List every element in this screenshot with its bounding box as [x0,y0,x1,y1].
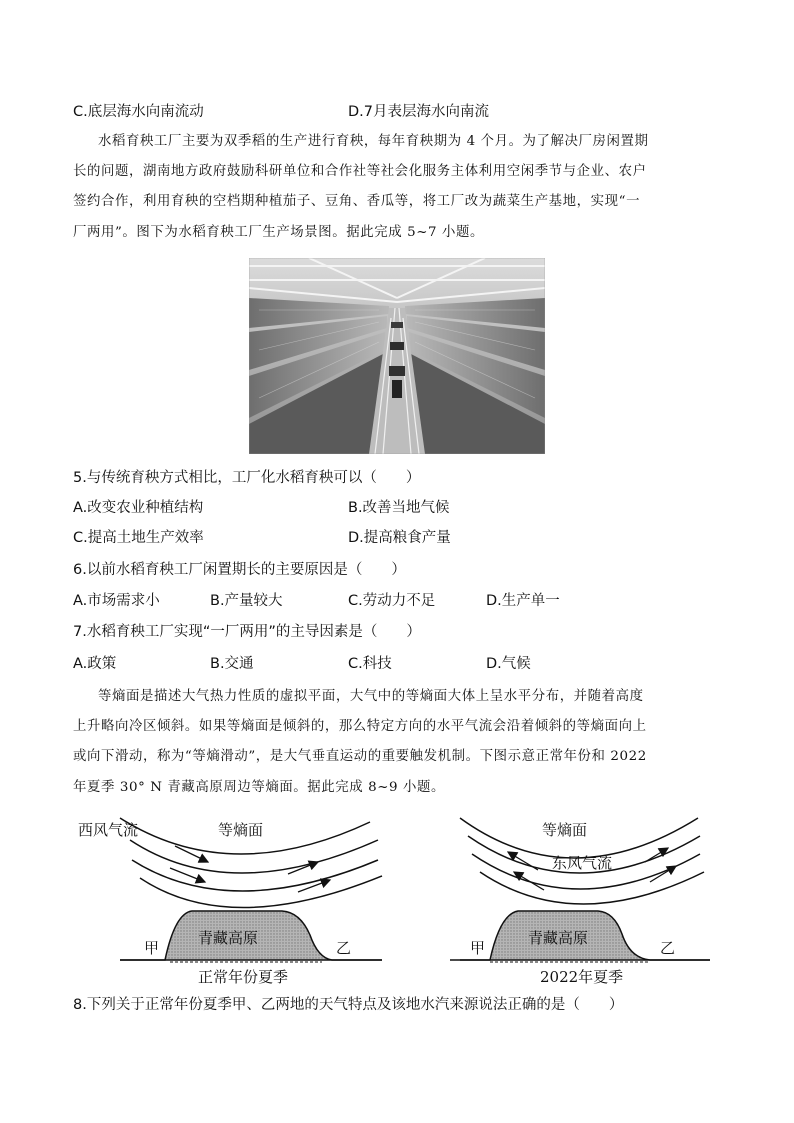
q5-option-c: C.提高土地生产效率 [73,530,204,546]
normal-year-caption: 正常年份夏季 [198,968,289,986]
point-yi-label: 乙 [336,939,352,957]
passage1-line: 长的问题，湖南地方政府鼓励科研单位和合作社等社会化服务主体利用空闲季节与企业、农户 [73,164,647,179]
q6-stem: 6.以前水稻育秧工厂闲置期长的主要原因是（ ） [73,562,406,578]
west-wind-label: 西风气流 [78,821,139,839]
passage1-line: 厂两用”。图下为水稻育秧工厂生产场景图。据此完成 5~7 小题。 [73,225,484,240]
q5-stem: 5.与传统育秧方式相比，工厂化水稻育秧可以（ ） [73,470,421,486]
q5-option-a: A.改变农业种植结构 [73,500,204,516]
passage2-line: 或向下滑动，称为“等熵滑动”，是大气垂直运动的重要触发机制。下图示意正常年份和 2022 [73,749,647,764]
point-yi-label: 乙 [660,939,676,957]
q8-stem: 8.下列关于正常年份夏季甲、乙两地的天气特点及该地水汽来源说法正确的是（ ） [73,997,624,1013]
point-jia-label: 甲 [144,939,160,957]
passage1-line: 水稻育秧工厂主要为双季稻的生产进行育秧，每年育秧期为 4 个月。为了解决厂房闲置期 [98,134,649,149]
isentropic-surface-label: 等熵面 [542,821,588,839]
passage2-line: 上升略向冷区倾斜。如果等熵面是倾斜的，那么特定方向的水平气流会沿着倾斜的等熵面向上 [73,719,647,734]
q7-option-d: D.气候 [486,656,531,672]
isentropic-surface-label: 等熵面 [218,821,264,839]
q4-option-d: D.7月表层海水向南流 [348,104,489,120]
passage1-line: 签约合作，利用育秧的空档期种植茄子、豆角、香瓜等，将工厂改为蔬菜生产基地，实现“一 [73,194,641,209]
q5-option-d: D.提高粮食产量 [348,530,451,546]
year-2022-panel [450,818,710,986]
q7-option-b: B.交通 [210,656,254,672]
rice-factory-photo [249,258,545,454]
year-2022-caption: 2022年夏季 [540,968,624,986]
east-wind-label: 东风气流 [552,854,613,872]
point-jia-label: 甲 [470,939,486,957]
q6-option-d: D.生产单一 [486,593,560,609]
q5-option-b: B.改善当地气候 [348,500,450,516]
isentropic-diagram [60,810,750,995]
normal-year-panel [78,818,382,986]
passage2-line: 年夏季 30° N 青藏高原周边等熵面。据此完成 8~9 小题。 [73,780,446,795]
passage2-line: 等熵面是描述大气热力性质的虚拟平面，大气中的等熵面大体上呈水平分布，并随着高度 [98,689,644,704]
q7-option-a: A.政策 [73,656,117,672]
q7-option-c: C.科技 [348,656,392,672]
q4-option-c: C.底层海水向南流动 [73,104,204,120]
plateau-label: 青藏高原 [198,929,259,947]
q6-option-a: A.市场需求小 [73,593,160,609]
q6-option-b: B.产量较大 [210,593,283,609]
q6-option-c: C.劳动力不足 [348,593,436,609]
plateau-label: 青藏高原 [528,929,589,947]
q7-stem: 7.水稻育秧工厂实现“一厂两用”的主导因素是（ ） [73,624,421,640]
